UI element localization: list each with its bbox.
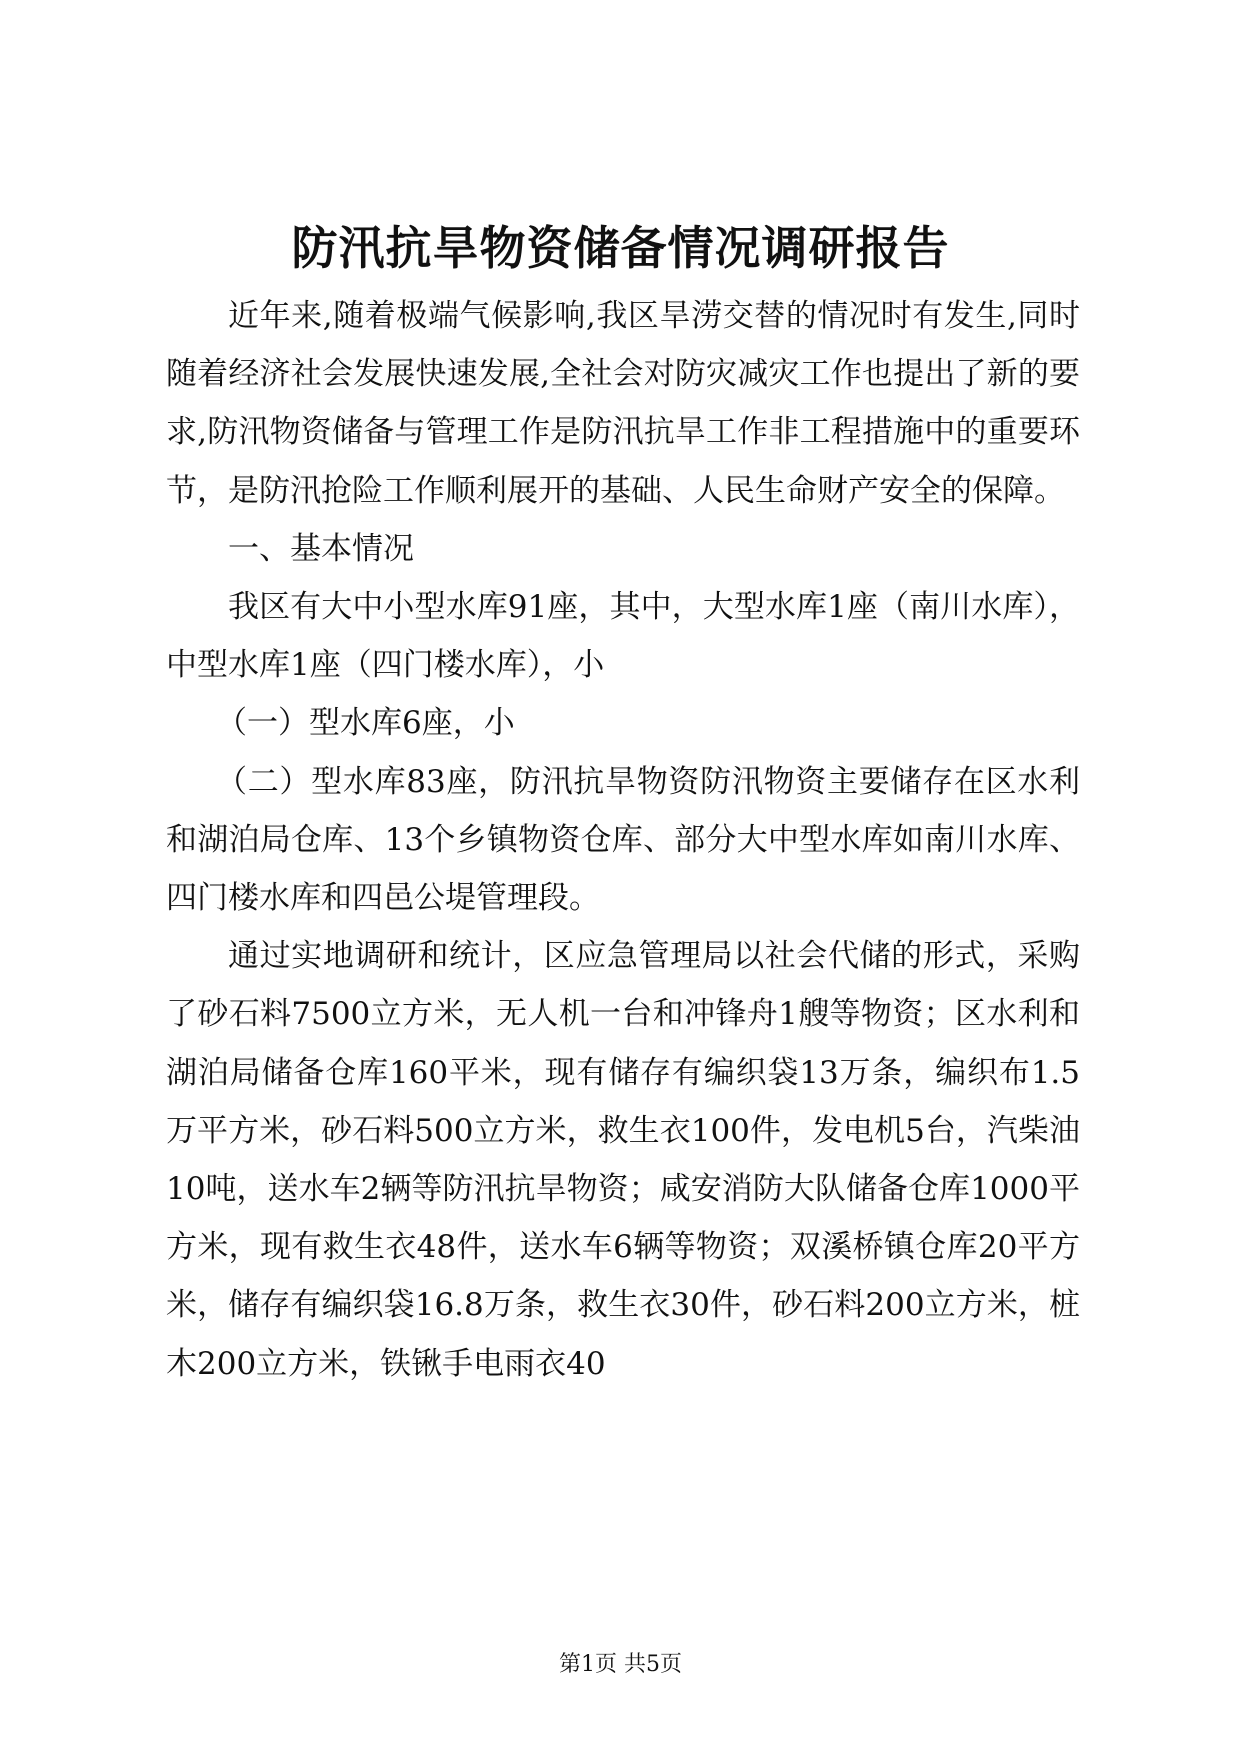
paragraph-survey-results: 通过实地调研和统计，区应急管理局以社会代储的形式，采购了砂石料7500立方米，无人机一台和冲锋舟1艘等物资；区水利和湖泊局储备仓库160平米，现有储存有编织袋13万条，编织布1.5万平方米，砂石料500立方米，救生衣100件，发电机5台，汽柴油10吨，送水车2辆等防汛抗旱物资；咸安消防大队储备仓库1000平方米，现有救生衣48件，送水车6辆等物资；双溪桥镇仓库20平方米，储存有编织袋16.8万条，救生衣30件，砂石料200立方米，桩木200立方米，铁锹手电雨衣40 — [166, 938, 1080, 1382]
paragraph-intro: 近年来,随着极端气候影响,我区旱涝交替的情况时有发生,同时随着经济社会发展快速发展,全社会对防灾减灾工作也提出了新的要求,防汛物资储备与管理工作是防汛抗旱工作非工程措施中的重要环节，是防汛抢险工作顺利展开的基础、人民生命财产安全的保障。 — [166, 298, 1080, 509]
document-title: 防汛抗旱物资储备情况调研报告 — [291, 221, 950, 275]
page-number-footer: 第1页 共5页 — [559, 1652, 682, 1677]
document-body — [166, 287, 1080, 1393]
paragraph-sub-one: （一）型水库6座，小 — [216, 705, 515, 742]
paragraph-sub-two: （二）型水库83座，防汛抗旱物资防汛物资主要储存在区水利和湖泊局仓库、13个乡镇物资仓库、部分大中型水库如南川水库、四门楼水库和四邑公堤管理段。 — [166, 763, 1080, 917]
paragraph-reservoirs: 我区有大中小型水库91座，其中，大型水库1座（南川水库），中型水库1座（四门楼水库），小 — [166, 589, 1080, 684]
section-heading-basic-situation: 一、基本情况 — [228, 530, 414, 567]
